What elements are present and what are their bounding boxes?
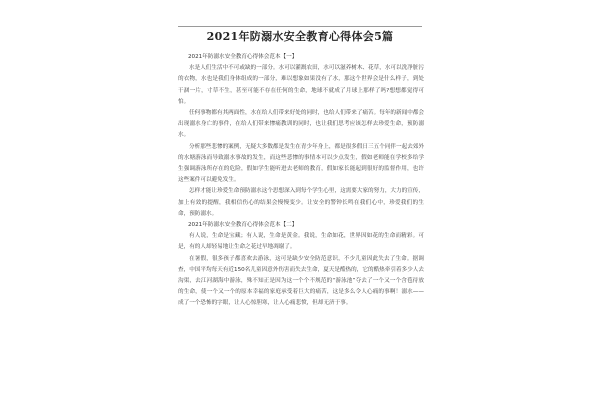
document-body	[178, 52, 424, 310]
paragraph: 在暑假，很多孩子都喜欢去游泳，这可是缺少安全防范意识，不少儿童因此失去了生命。据调查，中国平均每天有近150名儿童因意外伤害而失去生命，夏天是酷热的，它的酷热牵引着多少人去沟渠，去江河湖海中游泳，殊不知正是因为这一个个不规范的“游泳池”夺去了一个又一个含苞待放的生命，使一个又一个的原本幸福的家庭承受着巨大的痛苦，这是多么令人心痛的事啊！溺水——成了一个恐怖的字眼，让人心惊胆寒，让人心痛悲愤，但却无济于事。	[178, 255, 424, 307]
paragraph: 怎样才能让珍爱生命预防溺水这个思想深入到每个学生心里，这需要大家的努力，大力的宣传，加上有效的提醒，我相信伤心的结果会慢慢变少。让安全的警钟长鸣在我们心中，珍爱我们的生命，预防溺水。	[178, 188, 424, 217]
paragraph: 分析那些悲惨的案例，无疑大多数都是发生在青少年身上，都是很多假日三五个同伴一起去郊外的水塘游泳而导致溺水事故的发生，而这些悲惨的事情本可以少点发生，假如老师能在学校多给学生强调游泳所存在的危险，假如学生能听进去老师的教育，假如家长能起到很好的监督作用，也许这些案件可以避免发生。	[178, 143, 424, 184]
paragraph: 水是人们生活中不可或缺的一部分。水可以灌溉农田，水可以滋养树木、花草，水可以洗净脏污的衣物，水也是我们身体组成的一部分，难以想象如果没有了水，那这个世界会是什么样子，到处干涸一片，寸草不生，甚至可能不存在任何的生命，地球不就成了月球上那样了吗?想想都觉得可怕。	[178, 65, 424, 105]
paragraph: 任何事物都有其两面性，水在给人们带来好处的同时，也给人们带来了痛苦。每年的新闻中都会出现溺水身亡的事件，在给人们带来惨痛教训的同时，也让我们思考应该怎样去珍爱生命，预防溺水。	[178, 110, 424, 139]
section-heading: 2021年防溺水安全教育心得体会范本【二】	[188, 222, 298, 229]
paragraph: 有人说，生命是宝藏；有人说，生命是黄金。我说，生命如花，世界因如花的生命而精彩。可是，有的人却轻易地让生命之花过早地凋谢了。	[178, 233, 424, 251]
section-heading: 2021年防溺水安全教育心得体会范本【一】	[188, 54, 298, 60]
header-rule	[178, 26, 422, 27]
document-title: 2021年防溺水安全教育心得体会5篇	[206, 30, 394, 43]
